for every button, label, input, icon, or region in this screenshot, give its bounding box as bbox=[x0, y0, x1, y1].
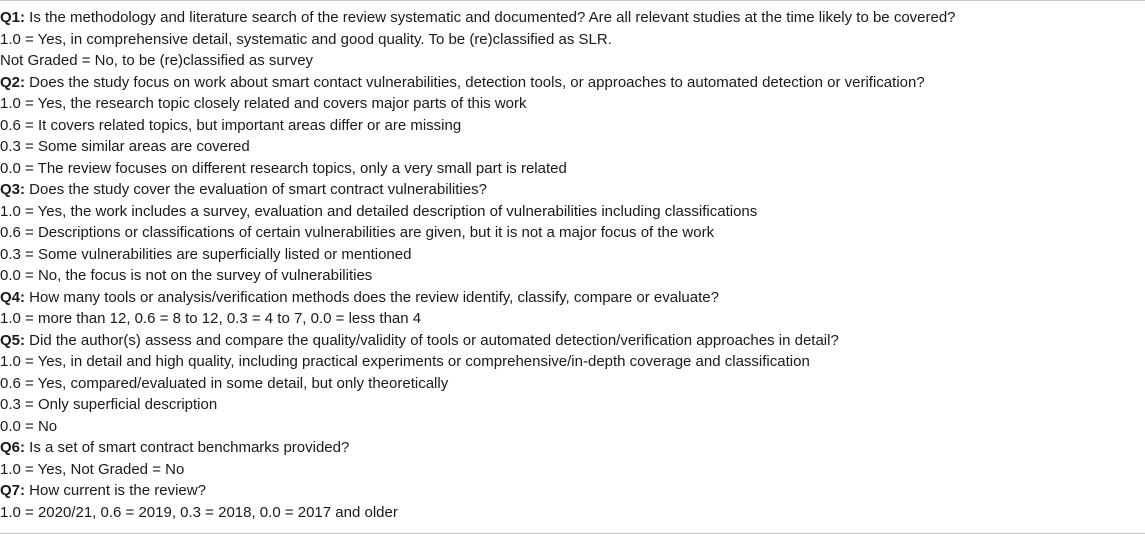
answer-option: 1.0 = Yes, the research topic closely related and covers major parts of this work bbox=[0, 95, 527, 112]
answer-option: 1.0 = Yes, Not Graded = No bbox=[0, 460, 185, 478]
question-text: Does the study cover the evaluation of smart contract vulnerabilities? bbox=[25, 181, 487, 198]
answer-option: 1.0 = more than 12, 0.6 = 8 to 12, 0.3 = 4 to 7, 0.0 = less than 4 bbox=[0, 310, 422, 327]
answer-option: 1.0 = Yes, in comprehensive detail, systematic and good quality. To be (re)classified as SLR. bbox=[0, 30, 612, 48]
question-row bbox=[0, 72, 1141, 94]
question-row bbox=[0, 437, 1141, 459]
question-row bbox=[0, 7, 1141, 29]
question-label: Q1: bbox=[0, 9, 26, 26]
question-label: Q6: bbox=[0, 439, 26, 456]
question-label: Q4: bbox=[0, 288, 26, 306]
question-label: Q3: bbox=[0, 181, 26, 198]
answer-option: 0.0 = No, the focus is not on the survey of vulnerabilities bbox=[0, 267, 373, 284]
question-label: Q2: bbox=[0, 73, 26, 91]
question-label: Q5: bbox=[0, 331, 26, 349]
question-label: Q7: bbox=[0, 482, 26, 499]
answer-option: 1.0 = Yes, in detail and high quality, including practical experiments or comprehensive/in-depth coverage and classification bbox=[0, 353, 810, 370]
answer-option: 1.0 = Yes, the work includes a survey, evaluation and detailed description of vulnerabilities including classifications bbox=[0, 202, 758, 220]
answer-option: 0.3 = Some similar areas are covered bbox=[0, 138, 250, 155]
answer-option: 0.3 = Only superficial description bbox=[0, 396, 218, 413]
question-row bbox=[0, 330, 1141, 352]
answer-option: 0.3 = Some vulnerabilities are superficially listed or mentioned bbox=[0, 245, 412, 263]
question-row bbox=[0, 287, 1141, 309]
question-text: Did the author(s) assess and compare the quality/validity of tools or automated detection/verification approaches in detail? bbox=[25, 331, 839, 349]
answer-option: 0.6 = Descriptions or classifications of certain vulnerabilities are given, but it is not a major focus of the work bbox=[0, 224, 715, 241]
question-text: How current is the review? bbox=[25, 482, 206, 499]
question-row bbox=[0, 480, 1141, 502]
answer-option: Not Graded = No, to be (re)classified as survey bbox=[0, 52, 314, 69]
question-text: Is a set of smart contract benchmarks provided? bbox=[25, 439, 350, 456]
question-text: Does the study focus on work about smart contact vulnerabilities, detection tools, or approaches to automated detection or verification? bbox=[25, 73, 925, 91]
answer-option: 0.6 = Yes, compared/evaluated in some detail, but only theoretically bbox=[0, 374, 449, 392]
answer-option: 1.0 = 2020/21, 0.6 = 2019, 0.3 = 2018, 0.0 = 2017 and older bbox=[0, 503, 398, 521]
answer-option: 0.0 = The review focuses on different research topics, only a very small part is related bbox=[0, 159, 567, 177]
question-text: How many tools or analysis/verification methods does the review identify, classify, compare or evaluate? bbox=[25, 288, 719, 306]
criteria-list bbox=[0, 7, 1141, 523]
answer-option: 0.6 = It covers related topics, but important areas differ or are missing bbox=[0, 116, 462, 134]
answer-option: 0.0 = No bbox=[0, 417, 58, 435]
question-text: Is the methodology and literature search of the review systematic and documented? Are all relevant studies at the time likely to be covered? bbox=[25, 9, 956, 26]
question-row bbox=[0, 179, 1141, 201]
